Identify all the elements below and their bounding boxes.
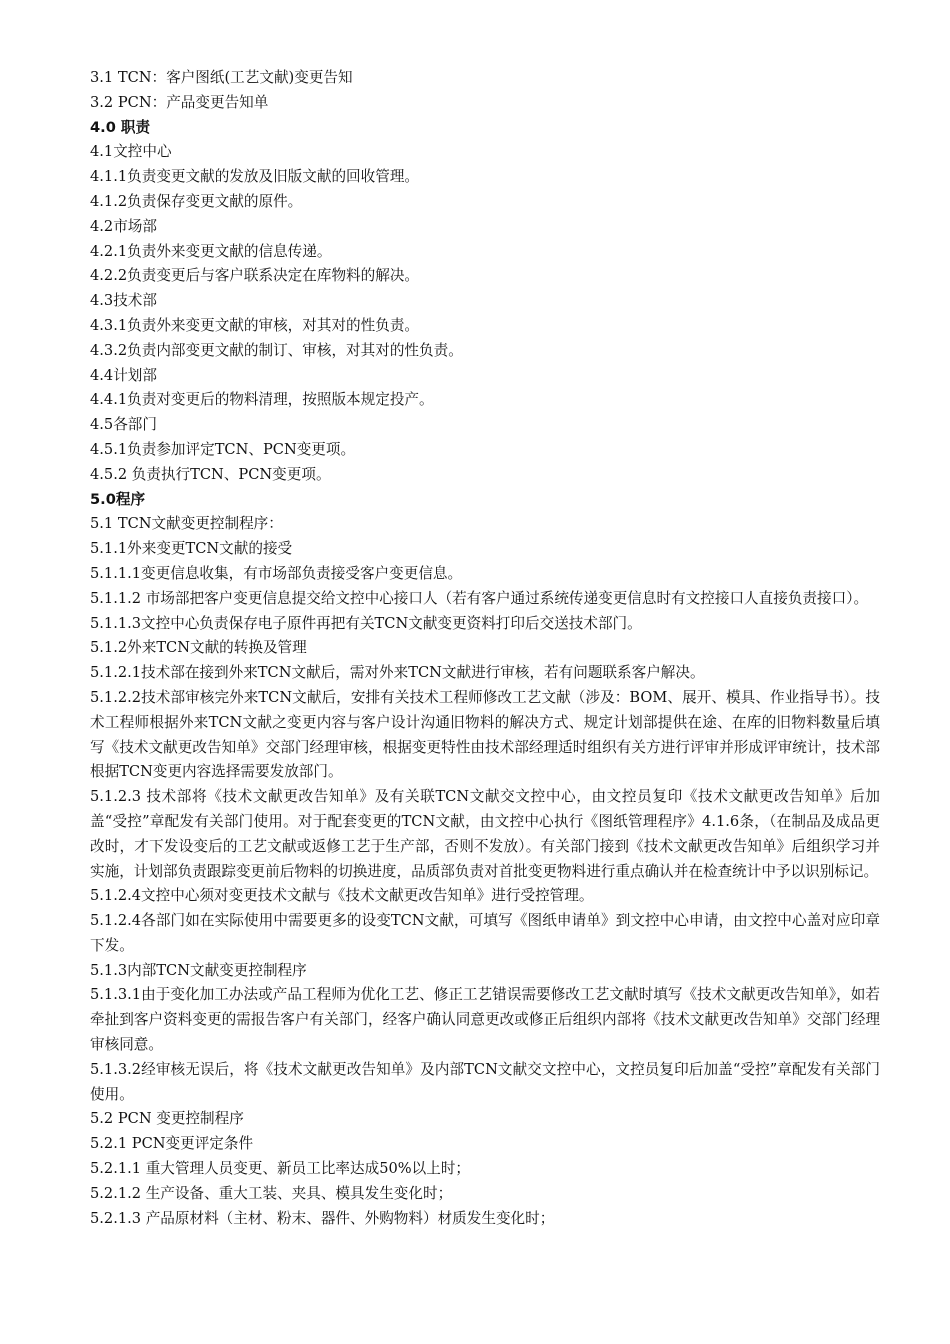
- paragraph: 5.1.1.3文控中心负责保存电子原件再把有关TCN文献变更资料打印后交送技术部门。: [90, 614, 642, 632]
- subsection-heading: 4.3技术部: [90, 292, 157, 310]
- paragraph: 5.1.1.1变更信息收集，有市场部负责接受客户变更信息。: [90, 564, 463, 582]
- paragraph: 5.1.3.1由于变化加工办法或产品工程师为优化工艺、修正工艺错误需要修改工艺文献时填写《技术文献更改告知单》，如若牵扯到客户资料变更的需报告客户有关部门，经客户确认同意更改或修正后组织内部将《技术文献更改告知单》交部门经理审核同意。: [90, 986, 880, 1054]
- paragraph: 5.1.2.3 技术部将《技术文献更改告知单》及有关联TCN文献交文控中心，由文控员复印《技术文献更改告知单》后加盖“受控”章配发有关部门使用。对于配套变更的TCN文献，由文控中心执行《图纸管理程序》4.1.6条，（在制品及成品更改时，才下发设变后的工艺文献或返修工艺于生产部，否则不发放）。有关部门接到《技术文献更改告知单》后组织学习并实施，计划部负责跟踪变更前后物料的切换进度，品质部负责对首批变更物料进行重点确认并在检查统计中予以识别标记。: [90, 788, 880, 880]
- paragraph: 4.1.2负责保存变更文献的原件。: [90, 192, 303, 210]
- subsection-heading: 5.2 PCN 变更控制程序: [90, 1110, 244, 1128]
- paragraph: 5.1.2.4各部门如在实际使用中需要更多的设变TCN文献，可填写《图纸申请单》到文控中心申请，由文控中心盖对应印章下发。: [90, 912, 880, 954]
- subsection-heading: 4.2市场部: [90, 217, 157, 235]
- paragraph: 4.4.1负责对变更后的物料清理，按照版本规定投产。: [90, 391, 434, 409]
- definition-tcn: 3.1 TCN：客户图纸(工艺文献)变更告知: [90, 69, 353, 86]
- paragraph: 4.2.1负责外来变更文献的信息传递。: [90, 242, 332, 260]
- subsection-heading: 5.1.1外来变更TCN文献的接受: [90, 540, 293, 558]
- subsection-heading: 4.5各部门: [90, 416, 157, 434]
- paragraph: 5.1.2.2技术部审核完外来TCN文献后，安排有关技术工程师修改工艺文献（涉及：BOM、展开、模具、作业指导书）。技术工程师根据外来TCN文献之变更内容与客户设计沟通旧物料的解决方式、规定计划部提供在途、在库的旧物料数量后填写《技术文献更改告知单》交部门经理审核，根据变更特性由技术部经理适时组织有关方进行评审并形成评审统计，技术部根据TCN变更内容选择需要发放部门。: [90, 688, 880, 781]
- paragraph: 4.5.1负责参加评定TCN、PCN变更项。: [90, 440, 356, 458]
- subsection-heading: 5.1.3内部TCN文献变更控制程序: [90, 961, 307, 979]
- paragraph: 5.1.2.4文控中心须对变更技术文献与《技术文献更改告知单》进行受控管理。: [90, 887, 594, 905]
- definition-pcn: 3.2 PCN：产品变更告知单: [90, 93, 269, 111]
- paragraph: 5.2.1.2 生产设备、重大工装、夹具、模具发生变化时；: [90, 1184, 453, 1202]
- paragraph: 5.2.1.1 重大管理人员变更、新员工比率达成50%以上时；: [90, 1160, 471, 1178]
- paragraph: 5.2.1.3 产品原材料（主材、粉末、器件、外购物料）材质发生变化时；: [90, 1209, 555, 1227]
- paragraph: 4.3.2负责内部变更文献的制订、审核，对其对的性负责。: [90, 341, 463, 359]
- section-heading-responsibilities: 4.0 职责: [90, 118, 151, 136]
- paragraph: 4.1.1负责变更文献的发放及旧版文献的回收管理。: [90, 168, 420, 186]
- paragraph: 4.2.2负责变更后与客户联系决定在库物料的解决。: [90, 267, 420, 285]
- section-heading-procedure: 5.0程序: [90, 490, 146, 508]
- paragraph: 4.3.1负责外来变更文献的审核，对其对的性负责。: [90, 316, 420, 334]
- paragraph: 5.1.3.2经审核无误后，将《技术文献更改告知单》及内部TCN文献交文控中心，文控员复印后加盖“受控”章配发有关部门使用。: [90, 1060, 880, 1103]
- paragraph-hanging: 5.1.1.2 市场部把客户变更信息提交给文控中心接口人（若有客户通过系统传递变更信息时有文控接口人直接负责接口）。: [90, 589, 869, 607]
- subsection-heading: 4.4计划部: [90, 366, 157, 384]
- subsection-heading: 4.1文控中心: [90, 143, 172, 161]
- paragraph: 5.1.2.1技术部在接到外来TCN文献后，需对外来TCN文献进行审核，若有问题联系客户解决。: [90, 664, 705, 682]
- subsection-heading: 5.1 TCN文献变更控制程序：: [90, 515, 283, 533]
- paragraph: 4.5.2 负责执行TCN、PCN变更项。: [90, 465, 331, 483]
- document-page: [90, 66, 880, 1231]
- subsection-heading: 5.1.2外来TCN文献的转换及管理: [90, 639, 307, 657]
- subsection-heading: 5.2.1 PCN变更评定条件: [90, 1135, 254, 1153]
